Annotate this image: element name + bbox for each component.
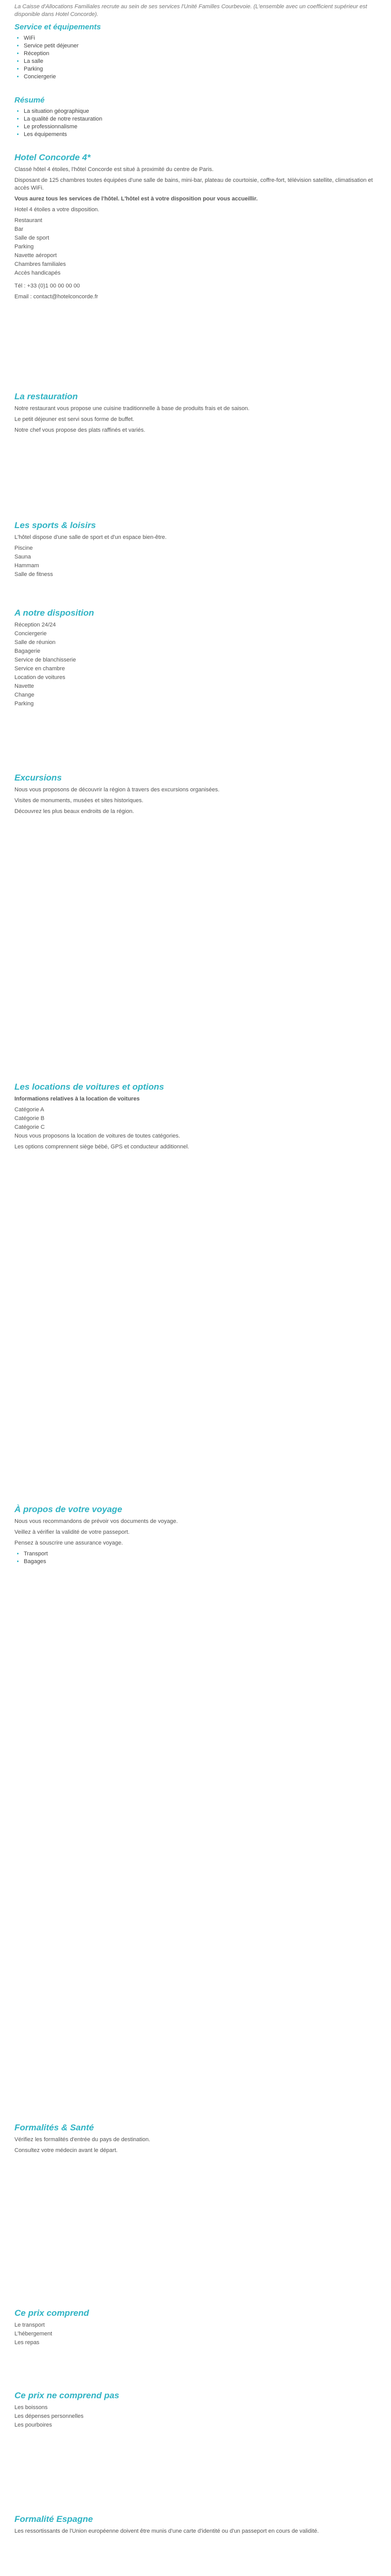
locations-section [14,1082,376,1154]
list-item: Bagagerie [14,648,41,654]
restauration-paragraph: Notre chef vous propose des plats raffinés et variés. [14,427,145,433]
resume-list [14,108,376,139]
sports-list [14,545,376,579]
list-item: Catégorie B [14,1115,45,1122]
avance-paragraph: Pensez à souscrire une assurance voyage. [14,1540,123,1546]
excursions-paragraph: Visites de monuments, musées et sites historiques. [14,798,143,804]
list-item: Les dépenses personnelles [14,2413,84,2419]
resume-title: Résumé [14,96,45,105]
list-item: • Bagages [24,1558,376,1566]
hotel-paragraph: Vous aurez tous les services de l'hôtel. L'hôtel est à votre disposition pour vous accueillir. [14,196,258,202]
restauration-paragraph: Notre restaurant vous propose une cuisine traditionnelle à base de produits frais et de saison. [14,405,250,412]
formalites-paragraph: Consultez votre médecin avant le départ. [14,2147,118,2154]
list-item: Service de blanchisserie [14,657,76,663]
europe-title: Formalité Espagne [14,2514,93,2524]
list-item: • WiFi [24,35,376,42]
restauration-paragraph: Le petit déjeuner est servi sous forme de buffet. [14,416,135,422]
list-item: Sauna [14,554,31,560]
list-item: Change [14,692,35,698]
formalites-section [14,2123,376,2158]
hotel-contact [14,282,376,301]
sports-title: Les sports & loisirs [14,520,96,530]
excursions-paragraph: Découvrez les plus beaux endroits de la région. [14,808,134,815]
list-item: • Conciergerie [24,73,376,81]
locations-paragraph: Les options comprennent siège bébé, GPS et conducteur additionnel. [14,1144,189,1150]
hotel-service: Chambres familiales [14,261,66,267]
formalites-paragraph: Vérifiez les formalités d'entrée du pays de destination. [14,2137,151,2143]
avance-paragraph: Veillez à vérifier la validité de votre passeport. [14,1529,130,1535]
hotel-title: Hotel Concorde 4* [14,152,91,162]
list-item: Location de voitures [14,674,66,681]
offre-list [14,621,376,708]
services-list [14,35,376,81]
locations-list [14,1106,376,1131]
hotel-service: Accès handicapés [14,270,61,276]
resume-section [14,96,376,139]
list-item: Salle de fitness [14,571,53,578]
hotel-service: Parking [14,244,34,250]
excursions-title: Excursions [14,773,62,783]
list-item: • Transport [24,1550,376,1558]
list-item: Les repas [14,2340,40,2346]
list-item: • La qualité de notre restauration [24,115,376,123]
list-item: Navette [14,683,34,689]
list-item: • La salle [24,58,376,65]
price-list [14,2321,376,2347]
list-item: Piscine [14,545,33,551]
sports-paragraph: L'hôtel dispose d'une salle de sport et d'un espace bien-être. [14,534,167,540]
list-item: Réception 24/24 [14,622,56,628]
avance-paragraph: Nous vous recommandons de prévoir vos documents de voyage. [14,1518,178,1524]
list-item: • Service petit déjeuner [24,42,376,50]
list-item: L'hébergement [14,2331,53,2337]
locations-subtitle: Informations relatives à la location de voitures [14,1096,140,1102]
list-item: • Les équipements [24,131,376,139]
restauration-section [14,392,376,437]
list-item: Les pourboires [14,2422,52,2428]
price-not-title: Ce prix ne comprend pas [14,2391,120,2400]
europe-paragraph: Les ressortissants de l'Union européenne doivent être munis d'une carte d'identité ou d'un passeport en cours de validité. [14,2528,319,2534]
locations-paragraph: Nous vous proposons la location de voitures de toutes catégories. [14,1133,181,1139]
locations-title: Les locations de voitures et options [14,1082,164,1092]
services-title: Service et équipements [14,23,101,31]
intro-text: La Caisse d'Allocations Familiales recrute au sein de ses services l'Unité Familles Courbevoie. (L'ensemble avec un coefficient supérieur est disponible dans Hotel Concorde). [14,4,367,18]
list-item: Parking [14,701,34,707]
excursions-section [14,773,376,819]
list-item: • Le professionnalisme [24,123,376,131]
services-section [14,23,376,81]
formalites-title: Formalités & Santé [14,2123,94,2132]
hotel-section [14,152,376,304]
price-section [14,2308,376,2348]
list-item: • Réception [24,50,376,58]
contact-phone: Tél : +33 (0)1 00 00 00 00 [14,283,80,289]
list-item: Hammam [14,563,39,569]
list-item: Salle de réunion [14,639,56,646]
avance-section [14,1504,376,1566]
list-item: Les boissons [14,2404,48,2411]
avance-list [14,1550,376,1566]
hotel-service: Bar [14,226,24,232]
list-item: Catégorie C [14,1124,45,1130]
list-item: Le transport [14,2322,45,2328]
hotel-service: Salle de sport [14,235,50,241]
price-not-list [14,2404,376,2429]
list-item: Service en chambre [14,666,65,672]
offre-section [14,608,376,709]
list-item: Conciergerie [14,631,47,637]
price-title: Ce prix comprend [14,2308,89,2318]
hotel-services [14,217,376,277]
hotel-paragraph: Disposant de 125 chambres toutes équipées d'une salle de bains, mini-bar, plateau de courtoisie, coffre-fort, télévision satellite, climatisation et accès WiFi. [14,177,373,191]
hotel-paragraph: Classé hôtel 4 étoiles, l'hôtel Concorde est situé à proximité du centre de Paris. [14,166,214,173]
price-not-section [14,2391,376,2430]
list-item: • Parking [24,65,376,73]
offre-title: A notre disposition [14,608,94,618]
sports-section [14,520,376,580]
list-item: • La situation géographique [24,108,376,115]
avance-title: À propos de votre voyage [14,1504,122,1514]
contact-email: Email : contact@hotelconcorde.fr [14,294,99,300]
excursions-paragraph: Nous vous proposons de découvrir la région à travers des excursions organisées. [14,787,220,793]
europe-section [14,2514,376,2538]
hotel-service: Restaurant [14,217,42,224]
hotel-paragraph: Hotel 4 étoiles a votre disposition. [14,207,100,213]
list-item: Catégorie A [14,1107,44,1113]
restauration-title: La restauration [14,392,78,401]
intro-block [14,3,376,19]
hotel-service: Navette aéroport [14,252,57,259]
